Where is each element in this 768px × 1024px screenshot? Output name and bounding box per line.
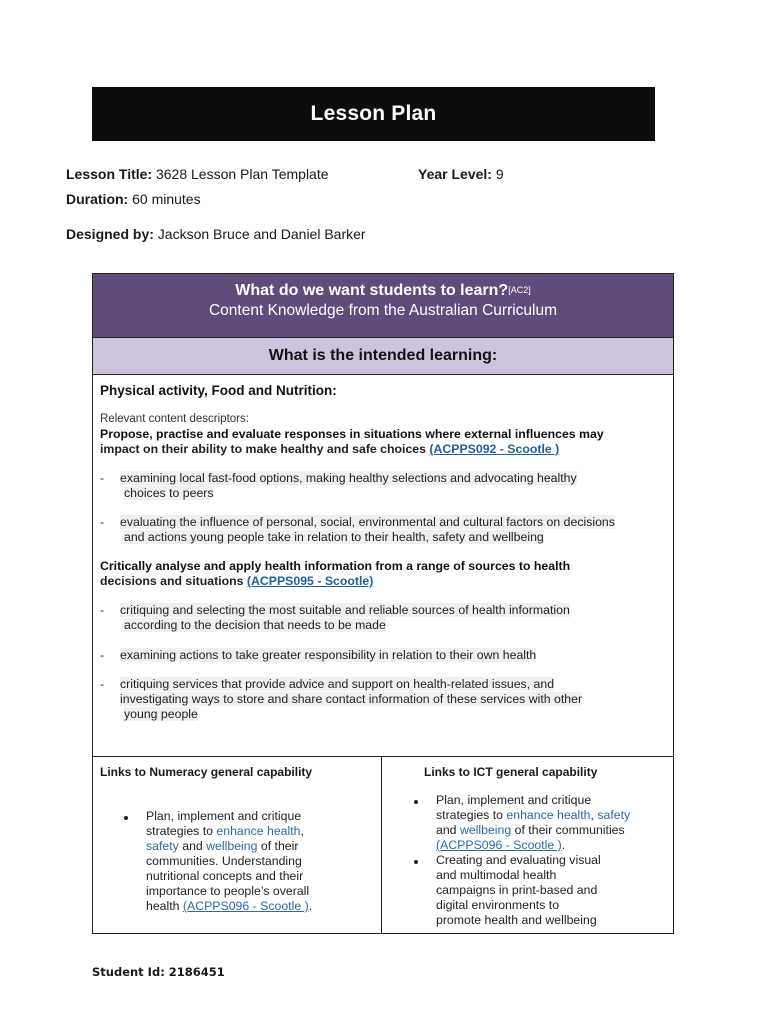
safety-text: safety (597, 808, 631, 822)
wellbeing-text: wellbeing (459, 823, 512, 837)
learning-table (92, 273, 674, 934)
d2-item3-line3-text: young people (124, 707, 198, 721)
enhance-health-text: enhance health (506, 808, 591, 822)
numeracy-line2 (146, 824, 376, 839)
year-level-label: Year Level: (418, 166, 492, 182)
numeracy-line1: Plan, implement and critique (146, 809, 302, 823)
acpps096-link[interactable]: (ACPPS096 - Scootle ) (182, 899, 309, 913)
comment-marker[interactable]: [AC2] (508, 285, 531, 295)
designed-by-label: Designed by: (66, 226, 154, 242)
section-title: Physical activity, Food and Nutrition: (100, 383, 337, 398)
duration-label: Duration: (66, 191, 129, 207)
lesson-title-row (66, 166, 329, 182)
enhance-health-text: enhance health (216, 824, 301, 838)
student-id: Student Id: 2186451 (92, 965, 225, 979)
acpps095-link[interactable]: (ACPPS095 - Scootle) (246, 574, 374, 588)
year-level-value: 9 (495, 166, 504, 182)
designed-by-value: Jackson Bruce and Daniel Barker (157, 226, 366, 242)
ict-text: strategies to (436, 808, 507, 822)
d2-item1-line2 (124, 618, 386, 633)
lesson-title-label: Lesson Title: (66, 166, 153, 182)
content-descriptors-cell (93, 375, 673, 757)
learning-question: What do we want students to learn? (235, 282, 509, 299)
duration-value: 60 minutes (132, 191, 201, 207)
d1-item2-line2 (124, 530, 544, 545)
bullet-icon (414, 800, 418, 804)
ict-b1-line4 (436, 838, 668, 853)
dash-marker: - (100, 677, 105, 691)
numeracy-and: and (178, 839, 207, 853)
d2-item1-line2-text: according to the decision that needs to be made (124, 618, 386, 632)
numeracy-line5: nutritional concepts and their (146, 869, 304, 883)
ict-capability-cell (382, 757, 673, 933)
numeracy-line3 (146, 839, 376, 854)
learning-heading (93, 274, 673, 338)
document-title-text: Lesson Plan (310, 102, 437, 125)
d2-item1 (100, 603, 570, 618)
dash-marker: - (100, 471, 105, 485)
ict-b1-line1: Plan, implement and critique (436, 793, 592, 807)
ict-b2-line5: promote health and wellbeing (436, 913, 597, 927)
d2-item1-line1: critiquing and selecting the most suitable and reliable sources of health information (120, 603, 570, 617)
ict-title: Links to ICT general capability (424, 765, 598, 779)
descriptor-2-text: decisions and situations (100, 574, 244, 588)
numeracy-line6: importance to people’s overall (146, 884, 310, 898)
numeracy-title: Links to Numeracy general capability (100, 765, 313, 779)
bullet-icon (414, 860, 418, 864)
designed-by-row (66, 226, 366, 242)
numeracy-text: strategies to (146, 824, 217, 838)
year-level-row (418, 166, 504, 182)
numeracy-period: . (308, 899, 313, 913)
d2-item2 (100, 648, 536, 663)
d2-item3-line3 (124, 707, 198, 722)
numeracy-line4: communities. Understanding (146, 854, 302, 868)
learning-heading-line2: Content Knowledge from the Australian Curriculum (208, 302, 558, 319)
ict-bullet-1 (436, 793, 668, 853)
d2-item3-line2-text: investigating ways to store and share contact information of these services with other (120, 692, 583, 706)
d1-item1-line2 (124, 486, 214, 501)
ict-b2-line1: Creating and evaluating visual (436, 853, 601, 867)
descriptor-1-text: impact on their ability to make healthy and safe choices (100, 442, 426, 456)
ict-b1-line2 (436, 808, 668, 823)
intended-learning-heading: What is the intended learning: (93, 338, 673, 375)
bullet-icon (124, 816, 128, 820)
d2-item2-line1: examining actions to take greater responsibility in relation to their own health (120, 648, 537, 662)
d1-item1-line1: examining local fast-food options, making healthy selections and advocating healthy (120, 471, 577, 485)
numeracy-line7 (146, 899, 376, 914)
d1-item1 (100, 471, 577, 486)
ict-of-their: of their communities (511, 823, 625, 837)
numeracy-health: health (146, 899, 183, 913)
acpps096-link[interactable]: (ACPPS096 - Scootle ) (436, 838, 562, 852)
descriptor-2-line2 (100, 574, 373, 589)
safety-text: safety (146, 839, 179, 853)
numeracy-bullet (146, 809, 376, 914)
document-title (92, 87, 655, 141)
ict-bullet-2 (436, 853, 668, 928)
lesson-title-value: 3628 Lesson Plan Template (155, 166, 329, 182)
wellbeing-text: wellbeing (206, 839, 258, 853)
ict-b2-line4: digital environments to (436, 898, 560, 912)
d1-item1-line2-text: choices to peers (124, 486, 214, 500)
ict-b2-line3: campaigns in print-based and (436, 883, 598, 897)
d2-item3 (100, 677, 554, 692)
d1-item2-line1: evaluating the influence of personal, social, environmental and cultural factors on decisions (120, 515, 615, 529)
dash-marker: - (100, 515, 105, 529)
descriptor-1-line1: Propose, practise and evaluate responses in situations where external influences may (100, 427, 604, 441)
ict-period: . (561, 838, 566, 852)
descriptor-2-line1: Critically analyse and apply health information from a range of sources to health (100, 559, 571, 573)
duration-row (66, 191, 201, 207)
ict-b1-line3 (436, 823, 668, 838)
ict-b2-line2: and multimodal health (436, 868, 557, 882)
d2-item3-line1: critiquing services that provide advice and support on health-related issues, and (120, 677, 555, 691)
numeracy-comma: , (300, 824, 304, 838)
ict-comma: , (590, 808, 598, 822)
ict-and: and (436, 823, 460, 837)
learning-heading-line1 (93, 282, 673, 300)
numeracy-of-their: of their (257, 839, 299, 853)
descriptor-1-line2 (100, 442, 559, 457)
dash-marker: - (100, 603, 105, 617)
relevant-label: Relevant content descriptors: (100, 413, 249, 425)
d1-item2 (100, 515, 615, 530)
acpps092-link[interactable]: (ACPPS092 - Scootle ) (429, 442, 560, 456)
dash-marker: - (100, 648, 105, 662)
d2-item3-line2 (120, 692, 582, 707)
numeracy-capability-cell (93, 757, 382, 933)
d1-item2-line2-text: and actions young people take in relation to their health, safety and wellbeing (124, 530, 544, 544)
